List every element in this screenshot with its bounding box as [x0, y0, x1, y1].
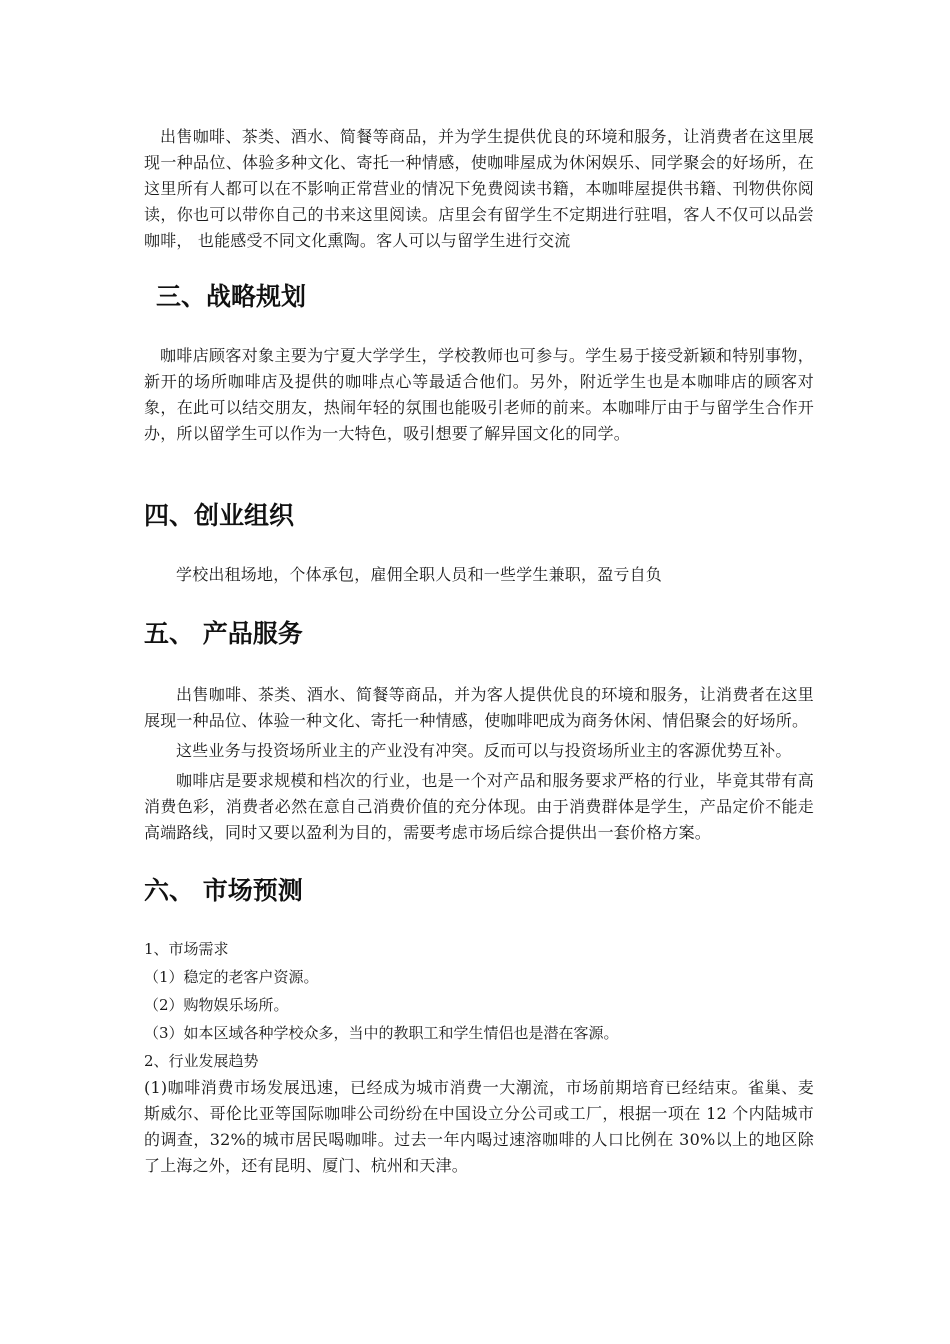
list-item: （1）稳定的老客户资源。 — [144, 968, 319, 986]
section-3-body — [144, 343, 814, 447]
intro-block — [144, 124, 814, 254]
section-4-body — [144, 562, 814, 588]
section-4-heading: 四、创业组织 — [144, 501, 295, 530]
market-demand-subheading: 1、市场需求 — [144, 940, 229, 958]
section-3-heading: 三、战略规划 — [156, 282, 307, 311]
industry-trend-paragraph: (1)咖啡消费市场发展迅速，已经成为城市消费一大潮流，市场前期培育已经结束。雀巢、麦斯威尔、哥伦比亚等国际咖啡公司纷纷在中国设立分公司或工厂，根据一项在 12 个内陆城市的调查，32%的城市居民喝咖啡。过去一年内喝过速溶咖啡的人口比例在 30%以上的地区除了上海之外，还有昆明、厦门、杭州和天津。 — [144, 1078, 814, 1175]
section-4-paragraph: 学校出租场地，个体承包，雇佣全职人员和一些学生兼职，盈亏自负 — [176, 565, 663, 584]
section-5-body — [144, 682, 814, 846]
industry-trend-subheading: 2、行业发展趋势 — [144, 1052, 259, 1070]
section-5-paragraph-2: 这些业务与投资场所业主的产业没有冲突。反而可以与投资场所业主的客源优势互补。 — [176, 741, 792, 760]
section-5-paragraph-3: 咖啡店是要求规模和档次的行业，也是一个对产品和服务要求严格的行业，毕竟其带有高消费色彩，消费者必然在意自己消费价值的充分体现。由于消费群体是学生，产品定价不能走高端路线，同时又要以盈利为目的，需要考虑市场后综合提供出一套价格方案。 — [144, 771, 814, 842]
section-5-heading: 五、 产品服务 — [144, 619, 303, 648]
list-item: （3）如本区域各种学校众多，当中的教职工和学生情侣也是潜在客源。 — [144, 1024, 619, 1042]
section-5-paragraph-1: 出售咖啡、茶类、酒水、简餐等商品，并为客人提供优良的环境和服务，让消费者在这里展现一种品位、体验一种文化、寄托一种情感，使咖啡吧成为商务休闲、情侣聚会的好场所。 — [144, 685, 814, 730]
list-item: （2）购物娱乐场所。 — [144, 996, 289, 1014]
section-6-body — [144, 935, 814, 1179]
intro-paragraph: 出售咖啡、茶类、酒水、简餐等商品，并为学生提供优良的环境和服务，让消费者在这里展现一种品位、体验多种文化、寄托一种情感，使咖啡屋成为休闲娱乐、同学聚会的好场所，在这里所有人都可以在不影响正常营业的情况下免费阅读书籍，本咖啡屋提供书籍、刊物供你阅读，你也可以带你自己的书来这里阅读。店里会有留学生不定期进行驻唱，客人不仅可以品尝咖啡， 也能感受不同文化熏陶。客人可以与留学生进行交流 — [144, 127, 814, 250]
section-6-heading: 六、 市场预测 — [144, 876, 303, 905]
section-3-paragraph: 咖啡店顾客对象主要为宁夏大学学生，学校教师也可参与。学生易于接受新颖和特别事物，新开的场所咖啡店及提供的咖啡点心等最适合他们。另外，附近学生也是本咖啡店的顾客对象，在此可以结交朋友，热闹年轻的氛围也能吸引老师的前来。本咖啡厅由于与留学生合作开办，所以留学生可以作为一大特色，吸引想要了解异国文化的同学。 — [144, 346, 814, 443]
